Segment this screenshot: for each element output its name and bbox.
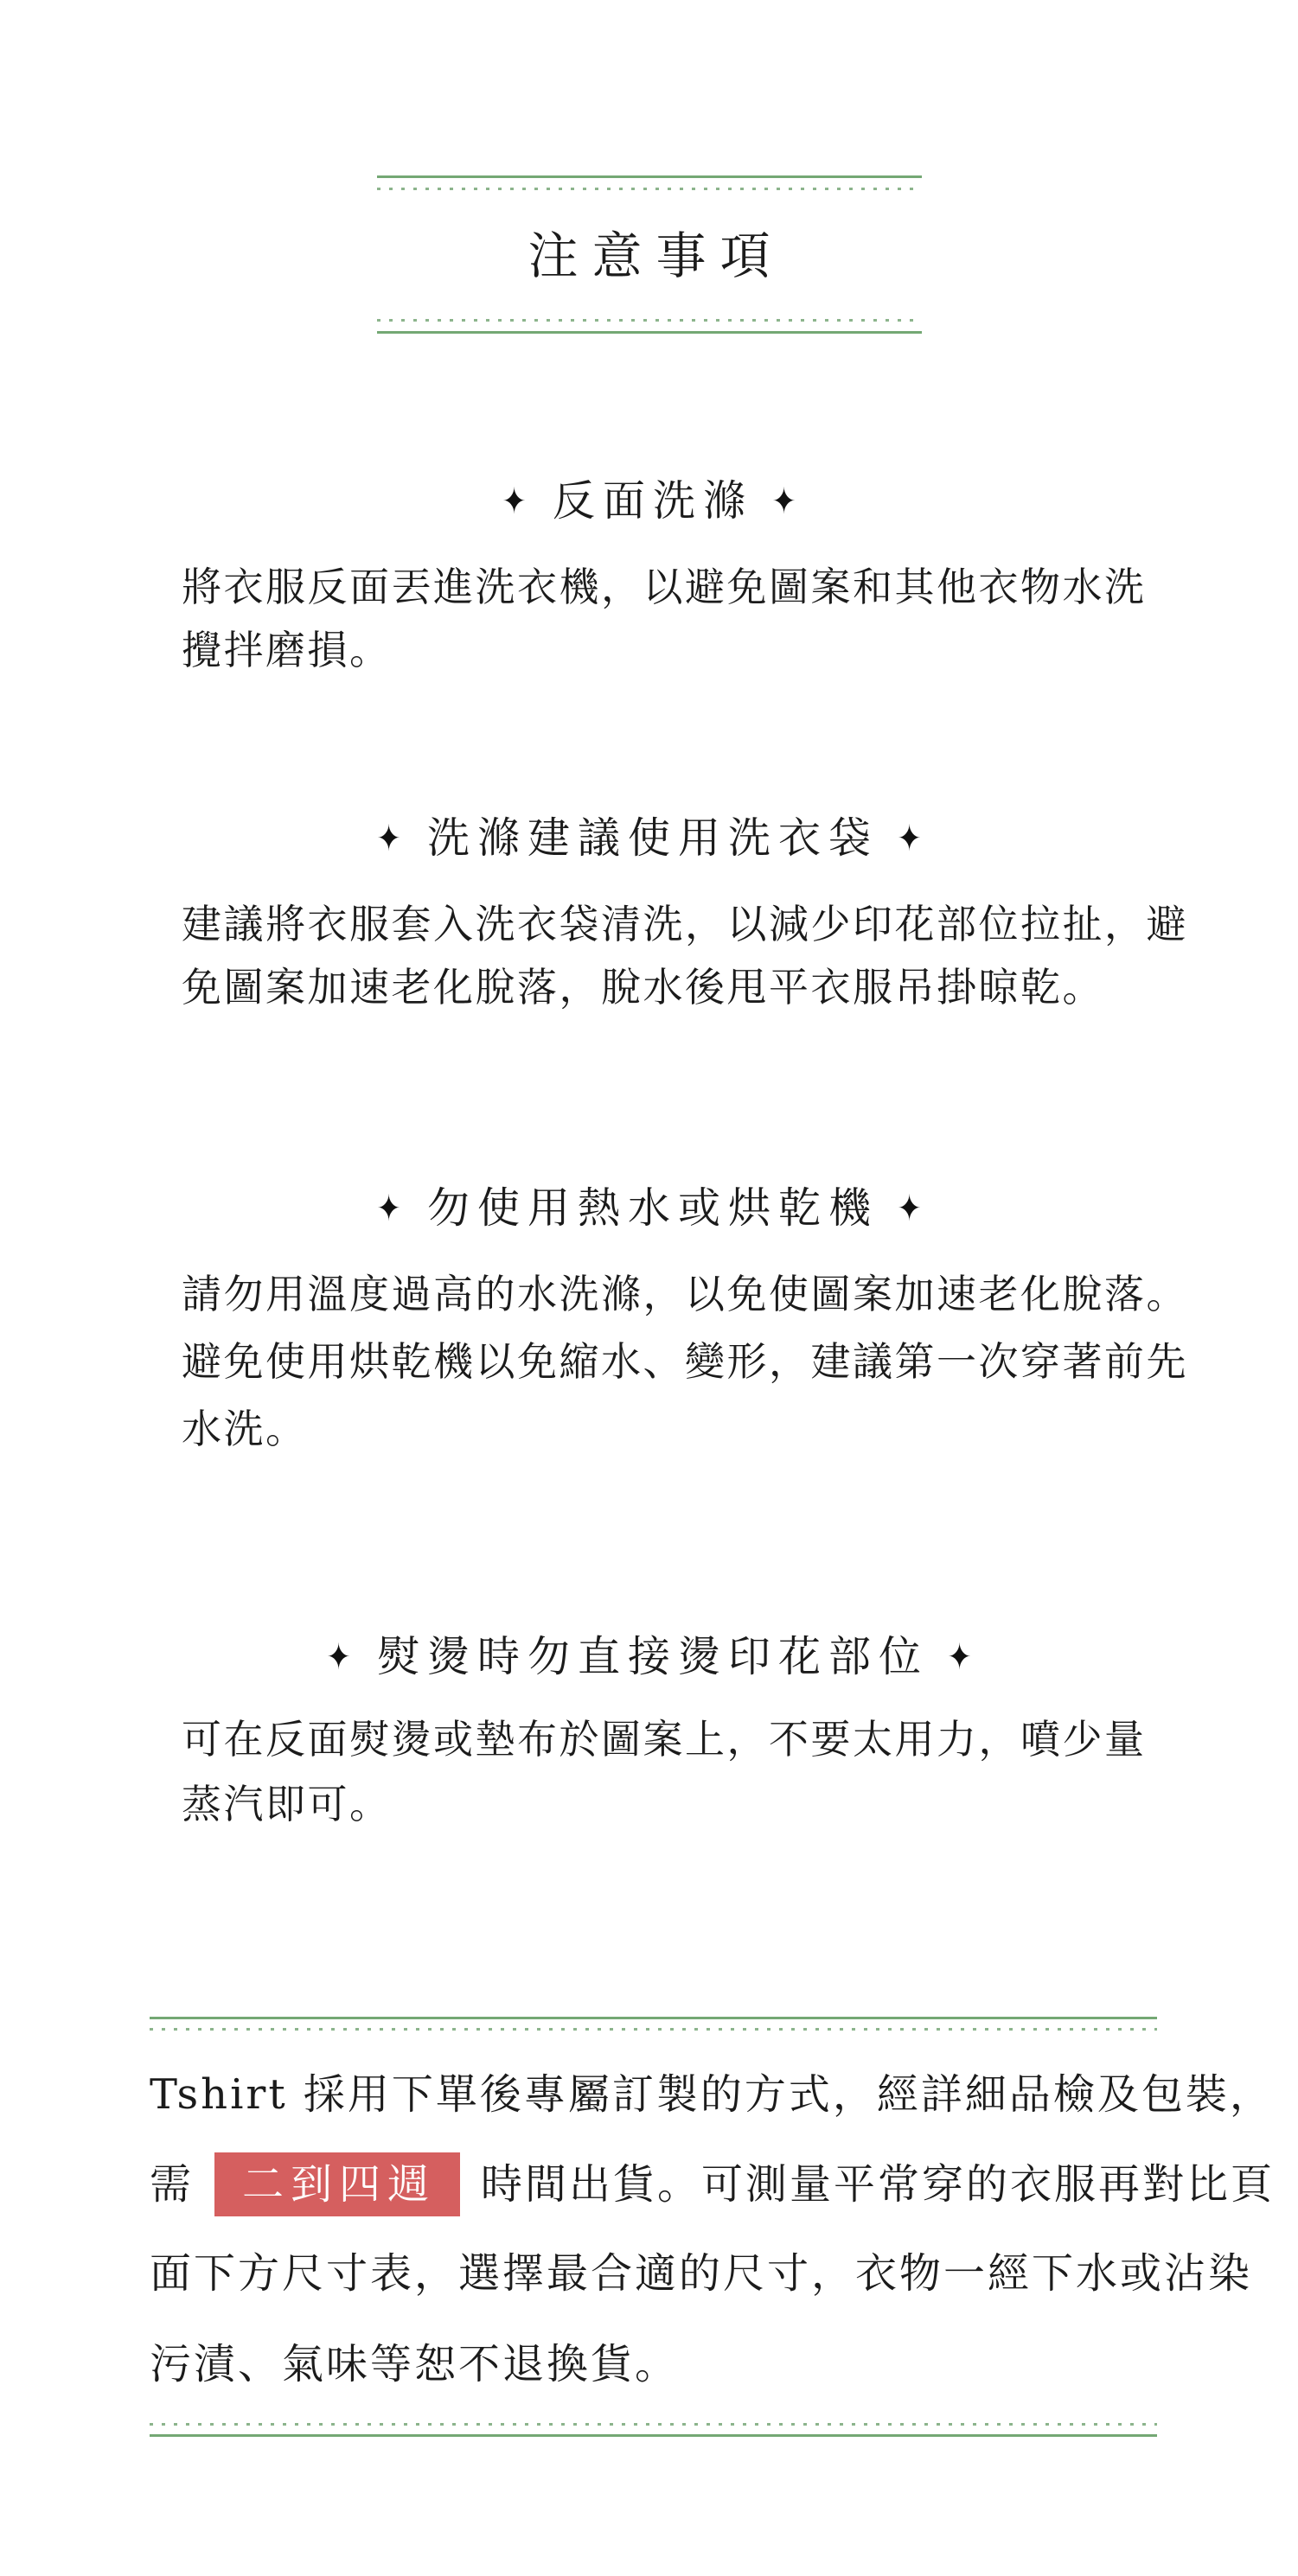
sparkle-icon: ✦ bbox=[376, 817, 401, 859]
section-heading-label: 反面洗滌 bbox=[552, 476, 753, 526]
section-body-line: 可在反面熨燙或墊布於圖案上，不要太用力，噴少量 bbox=[182, 1716, 1147, 1763]
section-body-line: 免圖案加速老化脫落，脫水後甩平衣服吊掛晾乾。 bbox=[182, 964, 1104, 1011]
lead-time-badge: 二到四週 bbox=[214, 2152, 460, 2216]
sparkle-icon: ✦ bbox=[897, 817, 922, 859]
section-heading bbox=[0, 1183, 1298, 1234]
section-body bbox=[182, 893, 1298, 1019]
section-body-line: 蒸汽即可。 bbox=[182, 1781, 392, 1827]
section-body bbox=[182, 1707, 1298, 1837]
section-body-line: 請勿用溫度過高的水洗滌，以免使圖案加速老化脫落。 bbox=[182, 1271, 1188, 1317]
shipping-bottom-solid-rule bbox=[150, 2434, 1157, 2437]
section-heading bbox=[0, 475, 1298, 527]
section-body-line: 避免使用烘乾機以免縮水、變形，建議第一次穿著前先 bbox=[182, 1338, 1188, 1385]
section-body-line: 水洗。 bbox=[182, 1406, 308, 1452]
section-body-line: 將衣服反面丟進洗衣機，以避免圖案和其他衣物水洗 bbox=[182, 564, 1147, 610]
shipping-line-suffix: 時間出貨。可測量平常穿的衣服再對比頁 bbox=[481, 2160, 1276, 2209]
section-no-direct-ironing bbox=[0, 1631, 1298, 1837]
sparkle-icon: ✦ bbox=[771, 480, 796, 522]
section-no-hot-water-or-dryer bbox=[0, 1183, 1298, 1463]
section-body-line: 建議將衣服套入洗衣袋清洗，以減少印花部位拉扯，避 bbox=[182, 901, 1188, 947]
shipping-line: Tshirt 採用下單後專屬訂製的方式，經詳細品檢及包裝， bbox=[150, 2070, 1274, 2119]
page-title: 注意事項 bbox=[528, 226, 784, 285]
shipping-notice-block bbox=[150, 2017, 1276, 2437]
section-heading bbox=[0, 1631, 1298, 1683]
shipping-line-with-badge bbox=[150, 2152, 1276, 2216]
section-heading-label: 勿使用熱水或烘乾機 bbox=[426, 1183, 879, 1233]
shipping-line: 面下方尺寸表，選擇最合適的尺寸，衣物一經下水或沾染 bbox=[150, 2249, 1253, 2298]
shipping-top-solid-rule bbox=[150, 2017, 1157, 2019]
section-body bbox=[182, 1260, 1298, 1463]
section-wash-inside-out bbox=[0, 475, 1298, 682]
shipping-line: 污漬、氣味等恕不退換貨。 bbox=[150, 2340, 680, 2388]
title-bottom-solid-rule bbox=[377, 331, 922, 334]
sparkle-icon: ✦ bbox=[376, 1187, 401, 1229]
shipping-top-dotted-rule bbox=[150, 2028, 1157, 2031]
section-body bbox=[182, 556, 1298, 682]
title-block bbox=[377, 175, 922, 334]
shipping-line-prefix: 需 bbox=[150, 2160, 195, 2209]
title-top-dotted-rule bbox=[377, 188, 922, 190]
section-heading-label: 洗滌建議使用洗衣袋 bbox=[426, 813, 879, 863]
section-heading-label: 熨燙時勿直接燙印花部位 bbox=[376, 1632, 929, 1681]
title-bottom-dotted-rule bbox=[377, 319, 922, 322]
sparkle-icon: ✦ bbox=[326, 1636, 351, 1678]
section-body-line: 攪拌磨損。 bbox=[182, 627, 392, 673]
section-use-laundry-bag bbox=[0, 813, 1298, 1019]
section-heading bbox=[0, 813, 1298, 864]
shipping-bottom-dotted-rule bbox=[150, 2423, 1157, 2426]
sparkle-icon: ✦ bbox=[947, 1636, 972, 1678]
sparkle-icon: ✦ bbox=[502, 480, 527, 522]
title-top-solid-rule bbox=[377, 175, 922, 178]
sparkle-icon: ✦ bbox=[897, 1187, 922, 1229]
